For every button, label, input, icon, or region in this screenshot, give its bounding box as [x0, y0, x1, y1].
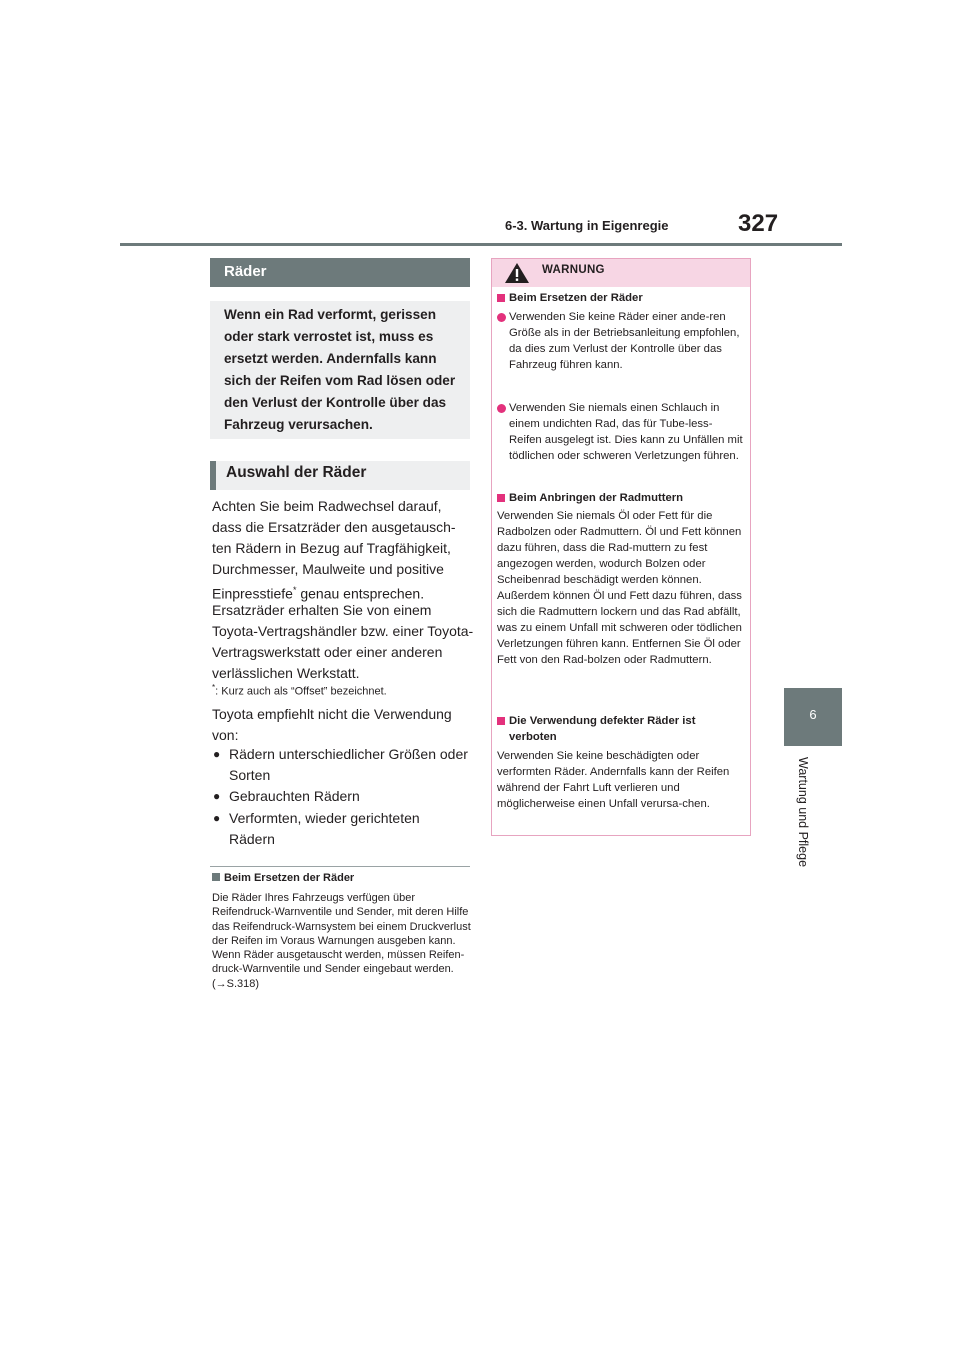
square-bullet-icon — [212, 873, 220, 881]
warning-heading — [497, 713, 745, 745]
warning-triangle-icon — [504, 262, 530, 284]
footnote-mark: * — [212, 683, 216, 692]
warning-label: WARNUNG — [542, 264, 605, 276]
warning-item — [497, 309, 745, 393]
section-title-auswahl — [210, 461, 470, 490]
warning-heading-text: Die Verwendung defekter Räder ist verboten — [509, 715, 696, 743]
warning-text: Verwenden Sie keine beschädigten oder verformten Räder. Andernfalls kann der Reifen während der Fahrt Luft verlieren und möglicherweise einen Unfall verursa-chen. — [497, 750, 730, 810]
list-item-text: Rädern unterschiedlicher Größen oder Sorten — [229, 746, 468, 783]
intro-text: Wenn ein Rad verformt, gerissen oder stark verrostet ist, muss es ersetzt werden. Andernfalls kann sich der Reifen vom Rad lösen oder den Verlust der Kontrolle über das Fahrzeug verursachen. — [224, 307, 456, 432]
bullet-icon: ● — [213, 747, 221, 761]
warning-header — [492, 259, 750, 287]
warning-item-text: Verwenden Sie niemals einen Schlauch in einem undichten Rad, das für Tube-less-Reifen ausgelegt ist. Dies kann zu Unfällen mit tödlichen oder schweren Verletzungen führen. — [509, 402, 743, 462]
paragraph-radwechsel — [212, 496, 474, 605]
warning-item-text: Verwenden Sie keine Räder einer ande-ren Größe als in der Betriebsanleitung empfohlen, da dies zum Verlust der Kontrolle über das Fahrzeug führen kann. — [509, 311, 740, 371]
square-bullet-icon — [497, 494, 505, 502]
square-bullet-icon — [497, 294, 505, 302]
section-title-auswahl-text: Auswahl der Räder — [226, 464, 367, 481]
paragraph-radwechsel-b: genau entsprechen. — [296, 585, 425, 602]
chapter-title — [796, 757, 814, 887]
paragraph-ersatzraeder: Ersatzräder erhalten Sie von einem Toyota-Vertragshändler bzw. einer Toyota-Vertragswerkstatt oder einer anderen verlässlichen Werkstatt. — [212, 602, 474, 681]
note-title — [212, 871, 354, 886]
bullet-icon: ● — [213, 811, 221, 825]
chapter-number: 6 — [809, 707, 817, 722]
warning-text: Verwenden Sie niemals Öl oder Fett für die Radbolzen oder Radmuttern. Öl und Fett können dazu führen, dass die Rad-muttern zu fest angezogen werden, wodurch Bolzen oder Scheibenrad beschädigt werden können. Außerdem können Öl und Fett dazu führen, dass sich die Radmuttern lockern und das Rad abfällt, was zu einem Unfall mit schweren oder tödlichen Verletzungen führen kann. Entfernen Sie Öl oder Fett von den Rad-bolzen oder Radmuttern. — [497, 510, 742, 666]
section-title-raeder: Räder — [210, 258, 470, 287]
warning-item — [497, 400, 745, 484]
warning-heading — [497, 290, 745, 306]
list-item — [212, 786, 474, 808]
bullet-icon: ● — [213, 789, 221, 803]
list-item — [212, 744, 474, 786]
warning-heading-text: Beim Anbringen der Radmuttern — [509, 492, 684, 504]
footnote-text: : Kurz auch als “Offset” bezeichnet. — [215, 685, 387, 698]
footnote — [212, 681, 474, 699]
square-bullet-icon — [497, 717, 505, 725]
circle-bullet-icon — [497, 313, 506, 322]
header-divider — [120, 243, 842, 246]
note-text: Die Räder Ihres Fahrzeugs verfügen über Reifendruck-Warnventile und Sender, mit deren Hilfe das Reifendruck-Warnsystem bei einem Druckverlust der Reifen im Voraus Warnungen ausgeben kann. Wenn Räder ausgetauscht werden, müssen Reifen-druck-Warnventile und Sender eingebaut werden. (→S.318) — [212, 892, 471, 990]
note-title-text: Beim Ersetzen der Räder — [224, 872, 355, 884]
section-header: 6-3. Wartung in Eigenregie — [505, 218, 669, 233]
list-item-text: Gebrauchten Rädern — [229, 788, 360, 804]
paragraph-radwechsel-a: Achten Sie beim Radwechsel darauf, dass die Ersatzräder den ausgetausch-ten Rädern in Bezug auf Tragfähigkeit, Durchmesser, Maulweite und positive Einpresstiefe — [212, 498, 456, 602]
paragraph-empfehlung: Toyota empfiehlt nicht die Verwendung von: — [212, 706, 452, 743]
page-number: 327 — [738, 210, 779, 237]
intro-box — [210, 301, 470, 439]
list-item — [212, 808, 474, 850]
footnote-ref: * — [292, 585, 297, 595]
warning-heading-text: Beim Ersetzen der Räder — [509, 292, 643, 304]
circle-bullet-icon — [497, 404, 506, 413]
warning-heading — [497, 490, 745, 506]
list-item-text: Verformten, wieder gerichteten Rädern — [229, 810, 420, 847]
note-divider — [210, 866, 470, 867]
chapter-title-text: Wartung und Pflege — [796, 757, 810, 868]
